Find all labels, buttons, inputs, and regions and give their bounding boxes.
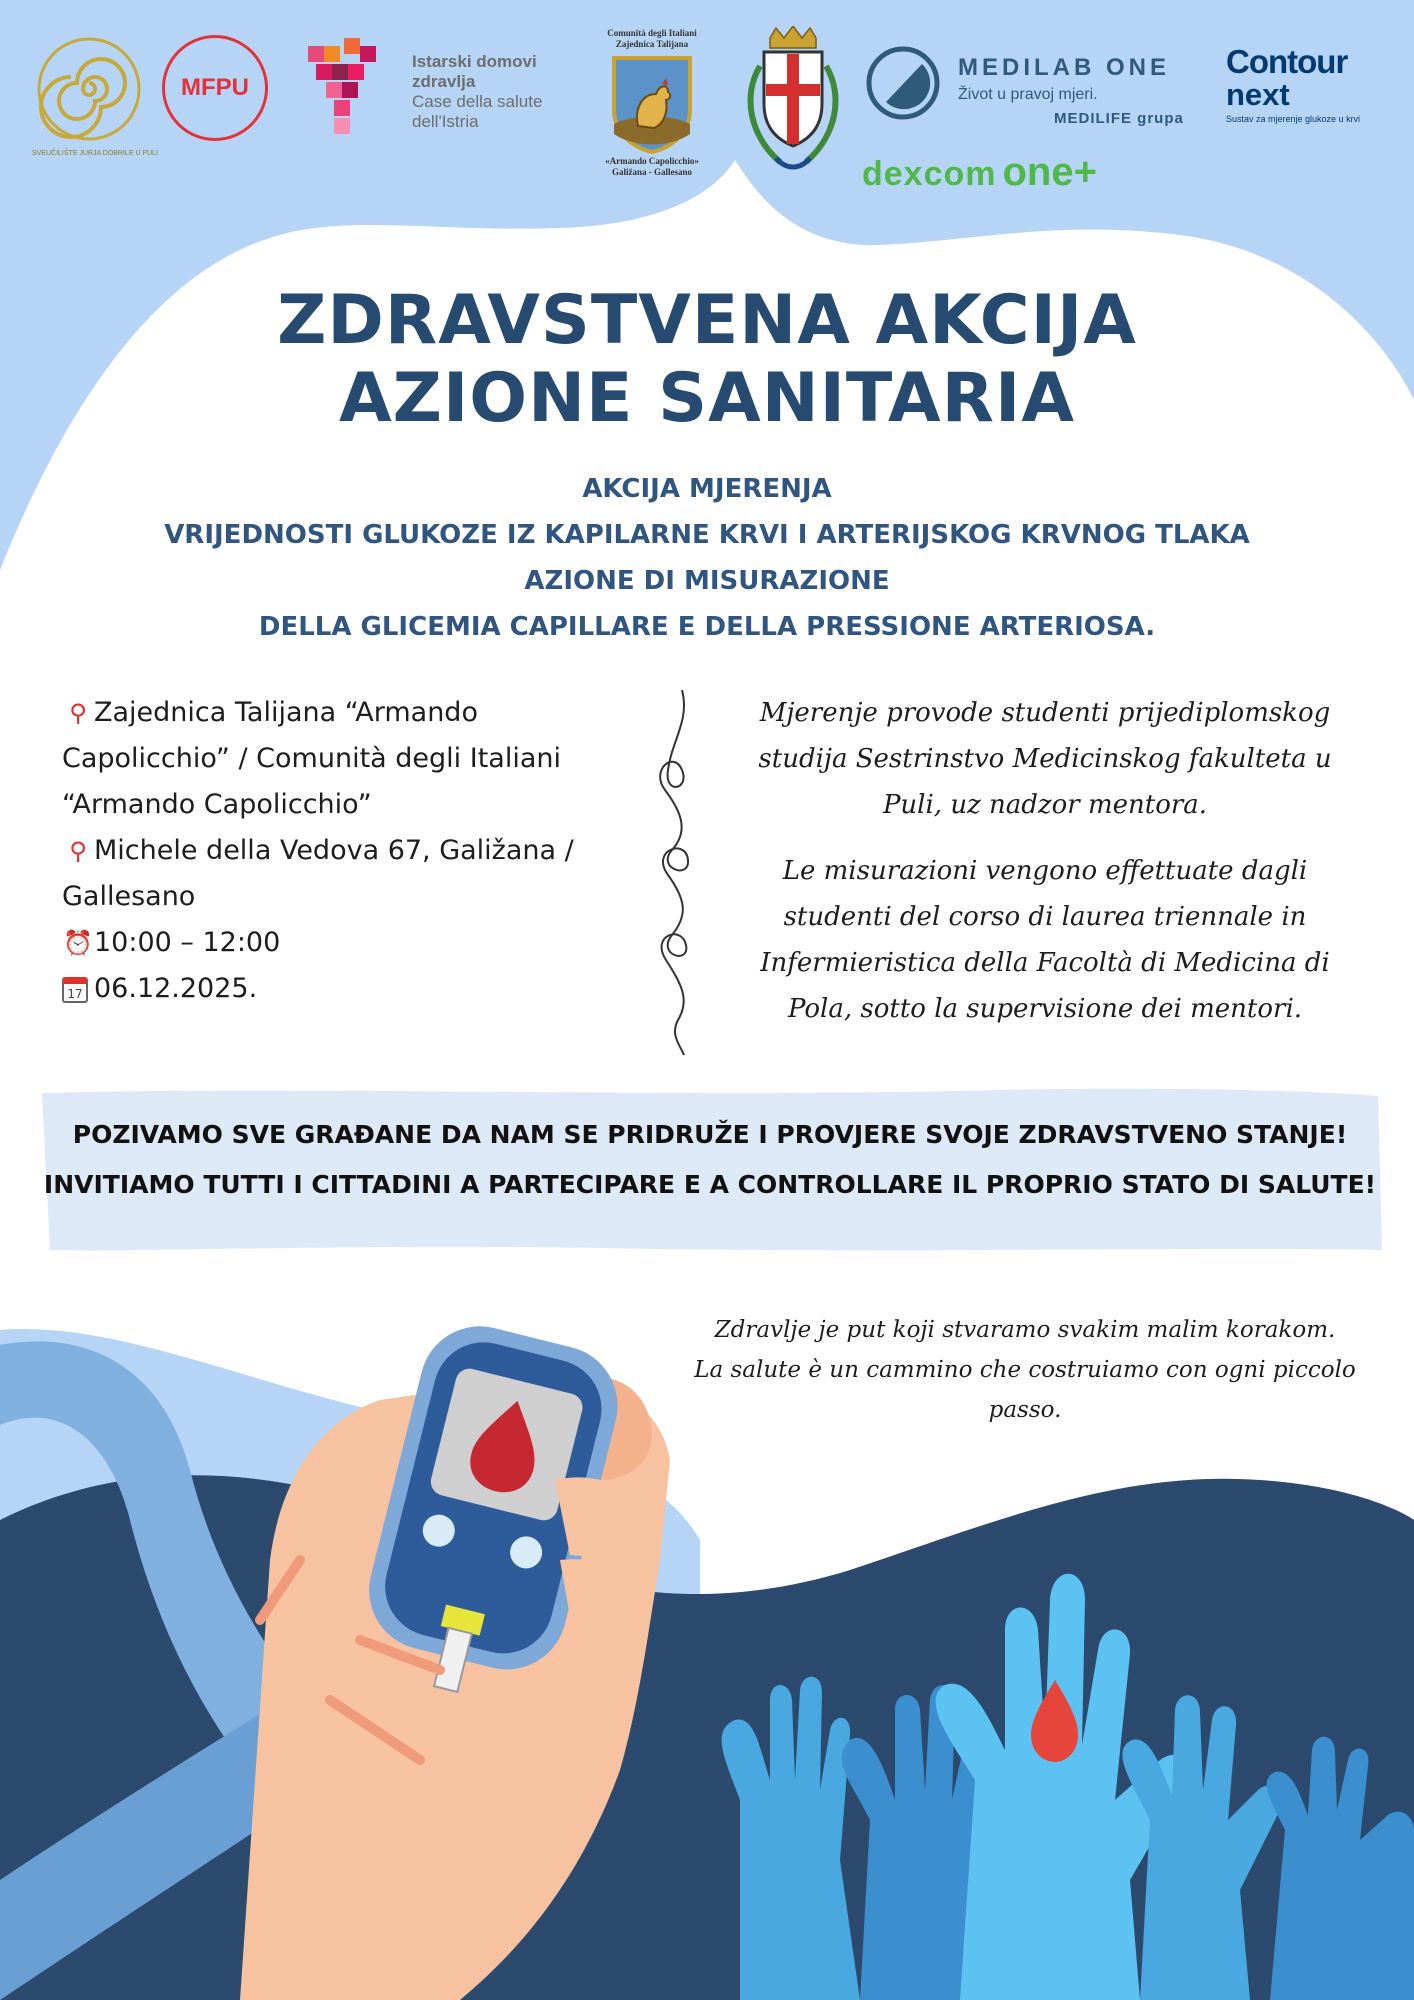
unipu-ring-text: SVEUČILIŠTE JURJA DOBRILE U PULI bbox=[31, 150, 159, 157]
calendar-month: JUL bbox=[62, 992, 64, 993]
comunita-top1: Comunità degli Italiani bbox=[607, 28, 697, 38]
medilab-tagline: Život u pravoj mjeri. bbox=[958, 86, 1098, 103]
measurement-note bbox=[725, 690, 1365, 1052]
subtitle-line1: AKCIJA MJERENJA bbox=[582, 474, 832, 504]
event-time: 10:00 – 12:00 bbox=[94, 927, 281, 958]
istarski-domovi-cross-icon bbox=[298, 36, 390, 146]
rooster-shield-icon bbox=[610, 54, 694, 154]
istarski-line2: zdravlja bbox=[412, 72, 476, 91]
event-info bbox=[62, 690, 622, 1012]
page-title bbox=[0, 282, 1414, 438]
mfpu-label: MFPU bbox=[181, 74, 249, 101]
quote-it: La salute è un cammino che costruiamo con ogni piccolo passo. bbox=[694, 1357, 1356, 1423]
unipu-seal-logo bbox=[32, 32, 146, 146]
venue-line2: Capolicchio” / Comunità degli Italiani bbox=[62, 743, 562, 774]
subtitle-line2: VRIJEDNOSTI GLUKOZE IZ KAPILARNE KRVI I ARTERIJSKOG KRVNOG TLAKA bbox=[164, 520, 1250, 550]
medilab-one-icon bbox=[866, 46, 940, 120]
title-line-it: AZIONE SANITARIA bbox=[339, 359, 1075, 438]
dexcom-one-logo bbox=[862, 150, 1097, 195]
address-line2: Gallesano bbox=[62, 881, 196, 912]
istarski-line1: Istarski domovi bbox=[412, 52, 537, 71]
calendar-day: 17 bbox=[67, 986, 83, 1001]
contour-line1: Contour bbox=[1226, 43, 1348, 80]
contour-next-logo bbox=[1226, 44, 1360, 124]
crowned-cross-shield-icon bbox=[740, 26, 846, 174]
comunita-logo bbox=[582, 28, 722, 178]
note-it: Le misurazioni vengono effettuate dagli studenti del corso di laurea triennale in Infermieristica della Facoltà di Medicina di Pola, sotto la supervisione dei mentori. bbox=[760, 856, 1330, 1024]
alarm-clock-icon: ⏰ bbox=[63, 929, 93, 957]
note-hr: Mjerenje provode studenti prijediplomskog studija Sestrinstvo Medicinskog fakulteta u Puli, uz nadzor mentora. bbox=[758, 698, 1332, 820]
medilab-name: MEDILAB ONE bbox=[958, 54, 1170, 81]
event-date: 06.12.2025. bbox=[94, 973, 258, 1004]
invitation-banner bbox=[40, 1110, 1380, 1210]
contour-line2: next bbox=[1226, 77, 1290, 112]
comunita-top2: Zajednica Talijana bbox=[615, 39, 689, 49]
comunita-bottom2: Galižana - Gallesano bbox=[611, 167, 692, 177]
address-line1: Michele della Vedova 67, Galižana / bbox=[94, 835, 574, 866]
mfpu-logo bbox=[162, 35, 268, 141]
banner-it: INVITIAMO TUTTI I CITTADINI A PARTECIPARE E A CONTROLLARE IL PROPRIO STATO DI SALUTE! bbox=[43, 1170, 1377, 1199]
subtitle-line4: DELLA GLICEMIA CAPILLARE E DELLA PRESSIONE ARTERIOSA. bbox=[258, 612, 1156, 642]
contour-tagline: Sustav za mjerenje glukoze u krvi bbox=[1226, 114, 1361, 124]
istarski-line3: Case della salute bbox=[412, 92, 543, 111]
location-pin-icon: ⚲ bbox=[69, 837, 87, 865]
venue-line3: “Armando Capolicchio” bbox=[62, 789, 372, 820]
banner-hr: POZIVAMO SVE GRAĐANE DA NAM SE PRIDRUŽE I PROVJERE SVOJE ZDRAVSTVENO STANJE! bbox=[72, 1120, 1348, 1149]
title-line-hr: ZDRAVSTVENA AKCIJA bbox=[277, 281, 1137, 360]
venue-line1: Zajednica Talijana “Armando bbox=[94, 697, 478, 728]
health-quote bbox=[690, 1310, 1360, 1430]
medilab-one-text bbox=[958, 54, 1184, 127]
istarski-domovi-text bbox=[412, 52, 542, 132]
calendar-icon bbox=[62, 977, 88, 1003]
squiggle-divider bbox=[660, 690, 688, 1055]
medilab-group: MEDILIFE grupa bbox=[1054, 110, 1184, 127]
istarski-line4: dell'Istria bbox=[412, 112, 479, 131]
dexcom-suffix: one+ bbox=[1002, 150, 1097, 194]
subtitle bbox=[0, 466, 1414, 650]
comunita-bottom1: «Armando Capolicchio» bbox=[605, 156, 699, 166]
subtitle-line3: AZIONE DI MISURAZIONE bbox=[524, 566, 890, 596]
location-pin-icon: ⚲ bbox=[69, 699, 87, 727]
dexcom-word: dexcom bbox=[862, 155, 997, 193]
quote-hr: Zdravlje je put koji stvaramo svakim malim korakom. bbox=[714, 1317, 1336, 1343]
